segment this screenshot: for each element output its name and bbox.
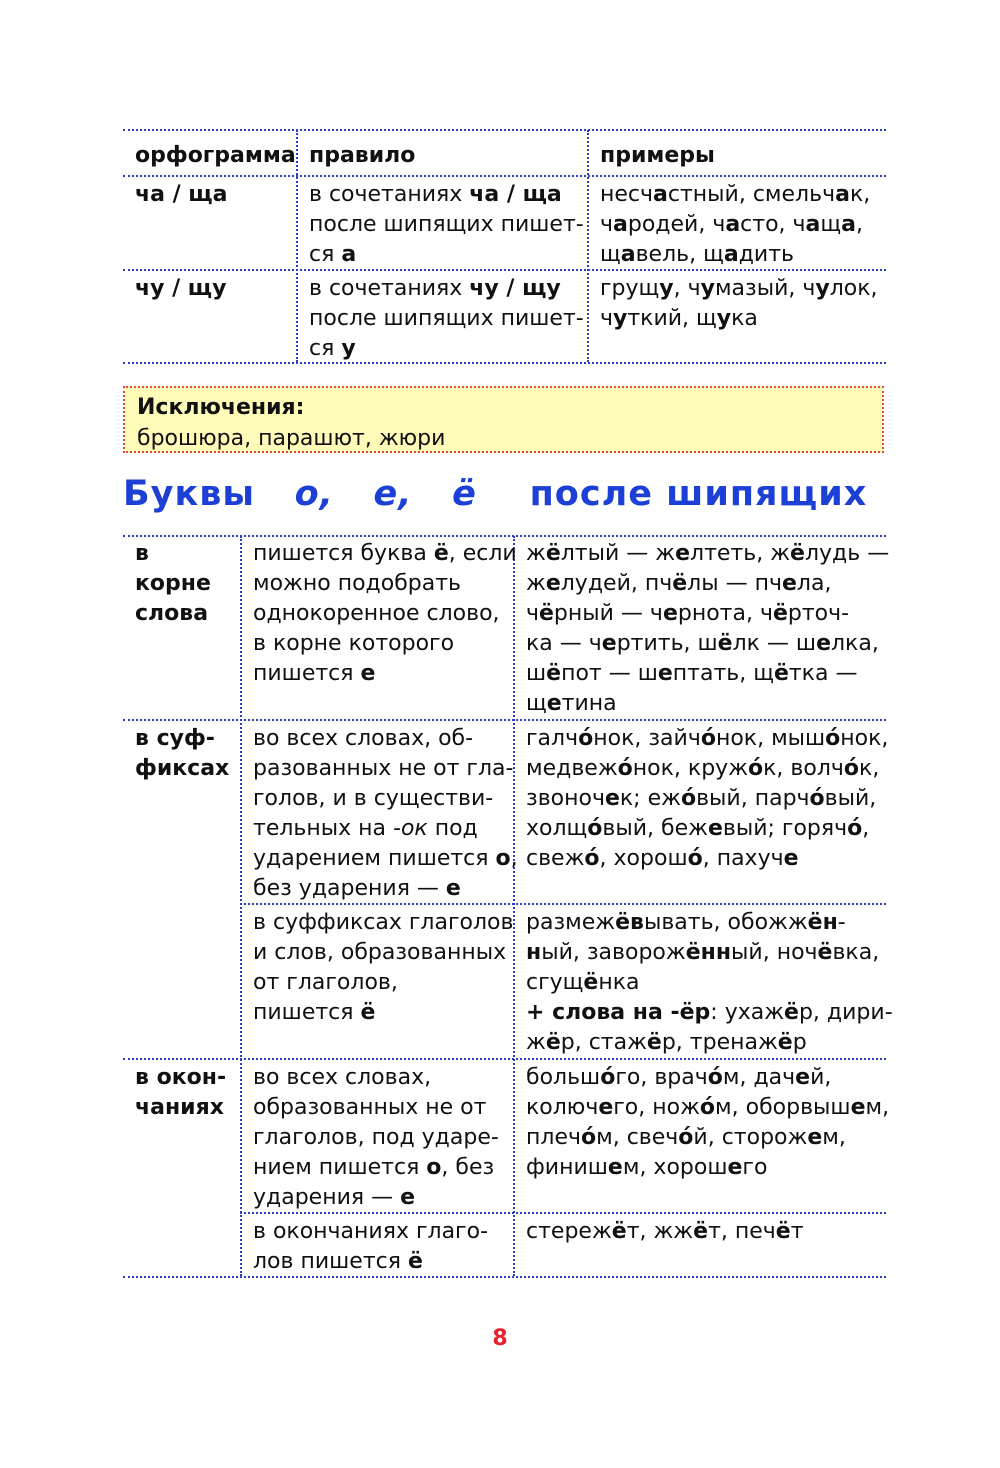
exceptions-title: Исключения: [137,395,305,420]
column-header-spelling: орфограмма [135,143,296,168]
rule-cell: во всех словах, об- разованных не от гла- голов, и в существи- тельных на -ок под ударением пишется о, без ударения — е [253,726,518,901]
table-border [123,719,886,721]
examples-cell: стережёт, жжёт, печёт [526,1219,804,1244]
examples-cell: грущу, чумазый, чулок, чуткий, щука [600,276,878,331]
table-border [587,130,589,362]
table-border [123,129,886,131]
rule-cell: в сочетаниях ча / ща после шипящих пишет- ся а [309,182,584,267]
place-cell-root: в корне слова [135,541,211,626]
heading-letter: о, [294,474,334,514]
exceptions-words: брошюра, парашют, жюри [137,426,446,451]
heading-letter: ё [452,474,477,514]
rule-cell: в сочетаниях чу / щу после шипящих пишет- ся у [309,276,584,361]
rule-cell: в окончаниях глаго- лов пишется ё [253,1219,489,1274]
table-border [123,175,886,177]
place-cell-ending: в окон- чаниях [135,1065,227,1120]
place-cell-suffix: в суф- фиксах [135,726,230,781]
heading-letter: е, [373,474,413,514]
examples-cell: жёлтый — желтеть, жёлудь — желудей, пчёлы — пчела, чёрный — чернота, чёрточ- ка — чертить, шёлк — шелка, шёпот — шептать, щётка — щетина [526,541,890,716]
column-header-examples: примеры [600,143,715,168]
rule-cell: в суффиксах глаголов и слов, образованных от глаголов, пишется ё [253,910,514,1025]
section-heading [123,472,867,516]
table-border [123,1276,886,1278]
table-border [240,536,242,1276]
examples-cell: галчо́нок, зайчо́нок, мышо́нок, медвежо́нок, кружо́к, волчо́к, звоночек; ежо́вый, парчо́вый, холщо́вый, бежевый; горячо́, свежо́, хорошо́, пахуче [526,726,889,871]
table-border [296,130,298,362]
spelling-cell: чу / щу [135,276,227,301]
table-border [123,535,886,537]
examples-cell: размежёвывать, обожжён- ный, заворожённый, ночёвка, сгущёнка + слова на -ёр: ухажёр, дири- жёр, стажёр, тренажёр [526,910,893,1055]
exceptions-box [123,386,884,453]
heading-prefix: Буквы [123,474,256,514]
rule-cell: во всех словах, образованных не от глаголов, под ударе- нием пишется о, без ударения — е [253,1065,499,1210]
heading-suffix: после шипящих [529,474,868,514]
examples-cell: несчастный, смельчак, чародей, часто, чаща, щавель, щадить [600,182,871,267]
page-number: 8 [492,1326,508,1351]
rule-cell: пишется буква ё, если можно подобрать однокоренное слово, в корне которого пишется е [253,541,517,686]
table-border [123,1058,886,1060]
spelling-cell: ча / ща [135,182,228,207]
examples-cell: большо́го, врачо́м, дачей, колючего, ножо́м, оборвышем, плечо́м, свечо́й, сторожем, финишем, хорошего [526,1065,890,1180]
column-header-rule: правило [309,143,416,168]
